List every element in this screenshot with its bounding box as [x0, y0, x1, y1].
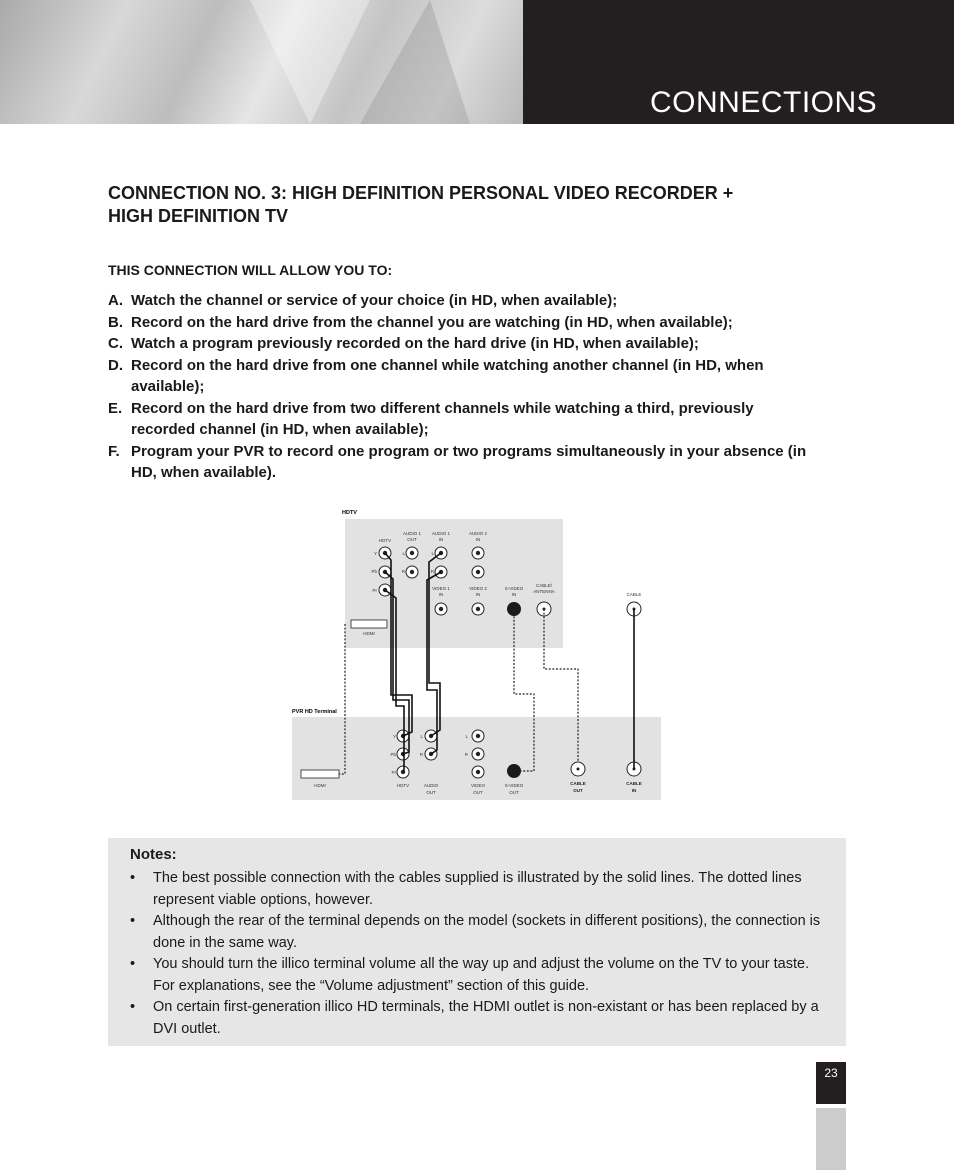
capability-list — [108, 290, 818, 484]
tv-r-label: R — [430, 569, 434, 574]
tv-l-label: L — [431, 551, 434, 556]
tv-svideo-in-label: S-VIDEO — [504, 586, 524, 591]
list-letter: C. — [108, 335, 123, 352]
list-text: Watch the channel or service of your choice (in HD, when available); — [131, 292, 618, 309]
tv-y-label: Y — [373, 551, 377, 556]
pvr-cable-out-label2: OUT — [573, 788, 583, 793]
pvr-hdmi-port — [301, 770, 339, 778]
note-item — [130, 868, 830, 911]
bullet-icon: • — [130, 999, 136, 1015]
tv-video2-in-label2: IN — [475, 592, 481, 597]
note-text: Although the rear of the terminal depends on the model (sockets in different positions), the connection is done in the same way. — [153, 913, 821, 951]
tv-svideo-in-label2: IN — [511, 592, 517, 597]
tv-l-label: L — [402, 551, 405, 556]
pvr-audio-out-label: AUDIO — [423, 783, 439, 788]
list-item — [108, 312, 818, 334]
hdtv-label: HDTV — [342, 510, 357, 516]
tv-video1-in-label: VIDEO 1 — [432, 586, 450, 591]
list-text: Watch a program previously recorded on the hard drive (in HD, when available); — [131, 335, 699, 352]
bullet-icon: • — [130, 870, 136, 886]
pvr-svideo-out-jack — [507, 764, 521, 778]
list-text: Program your PVR to record one program or two programs simultaneously in your absence (in HD, when available). — [131, 442, 807, 481]
list-letter: E. — [108, 399, 123, 417]
tv-hdtv-label: HDTV — [378, 538, 392, 543]
pvr-video-l-label: L — [465, 734, 468, 739]
tv-audio1-in-label: AUDIO 1 — [431, 531, 451, 536]
tv-audio1-out-label2: OUT — [407, 537, 417, 542]
list-text: Record on the hard drive from one channel while watching another channel (in HD, when available); — [131, 356, 764, 395]
list-item — [108, 441, 818, 484]
pvr-svideo-out-label: S-VIDEO — [504, 783, 524, 788]
tv-hdmi-label: HDMI — [363, 631, 375, 636]
page-number: 23 — [816, 1062, 846, 1104]
tv-r-label: R — [401, 569, 405, 574]
tv-audio2-in-label: AUDIO 2 — [468, 531, 488, 536]
bullet-icon: • — [130, 913, 136, 929]
pvr-video-out-label2: OUT — [473, 790, 483, 795]
section-title — [108, 182, 788, 228]
list-letter: B. — [108, 313, 123, 331]
header-photo — [0, 0, 523, 124]
tv-video2-in-label: VIDEO 2 — [469, 586, 487, 591]
pvr-pb-label: Pb — [390, 752, 396, 757]
intro-text: THIS CONNECTION WILL ALLOW YOU TO: — [108, 262, 393, 278]
pvr-y-label: Y — [392, 734, 396, 739]
pvr-l-label: L — [420, 734, 423, 739]
tv-cable-antenna-label: CABLE/ — [535, 583, 553, 588]
pvr-hdmi-label: HDMI — [314, 783, 326, 788]
note-item — [130, 997, 830, 1040]
pvr-video-r-label: R — [464, 752, 468, 757]
pvr-pr-label: Pr — [391, 770, 396, 775]
header-photo-shadow — [360, 0, 470, 124]
note-text: On certain first-generation illico HD terminals, the HDMI outlet is non-existant or has been replaced by a DVI outlet. — [153, 999, 819, 1037]
tv-pb-label: Pb — [371, 569, 377, 574]
list-letter: A. — [108, 292, 123, 309]
header-photo-highlight — [250, 0, 370, 124]
connection-diagram — [285, 505, 665, 805]
cable-label: CABLE — [626, 592, 642, 597]
note-text: The best possible connection with the cables supplied is illustrated by the solid lines. The dotted lines represent viable options, however. — [153, 870, 802, 908]
pvr-video-out-label: VIDEO — [470, 783, 486, 788]
tv-cable-antenna-label2: ANTENNA — [533, 589, 555, 594]
pvr-audio-out-label2: OUT — [426, 790, 436, 795]
note-item — [130, 911, 830, 954]
notes-title: Notes: — [130, 846, 177, 863]
list-letter: F. — [108, 442, 120, 460]
note-text: You should turn the illico terminal volume all the way up and adjust the volume on the TV to your taste. For explanations, see the “Volume adjustment” section of this guide. — [153, 956, 810, 994]
pvr-hdtv-label: HDTV — [396, 783, 410, 788]
pvr-r-label: R — [419, 752, 423, 757]
list-text: Record on the hard drive from two different channels while watching a third, previously recorded channel (in HD, when available); — [131, 399, 754, 438]
list-item — [108, 355, 818, 398]
tv-audio1-in-label2: IN — [438, 537, 444, 542]
tv-pr-label: Pr — [372, 588, 377, 593]
section-title-line2: HIGH DEFINITION TV — [108, 206, 288, 226]
tv-video1-in-label2: IN — [438, 592, 444, 597]
list-text: Record on the hard drive from the channel you are watching (in HD, when available); — [131, 313, 733, 331]
pvr-cable-out-label: CABLE — [570, 781, 586, 786]
list-item — [108, 398, 818, 441]
pvr-svideo-out-label2: OUT — [509, 790, 519, 795]
tv-hdmi-port — [351, 620, 387, 628]
list-item — [108, 290, 818, 312]
notes-box — [108, 838, 846, 1046]
page-tab — [816, 1108, 846, 1170]
note-item — [130, 954, 830, 997]
list-item — [108, 333, 818, 355]
pvr-cable-in-label2: IN — [631, 788, 637, 793]
notes-list — [130, 868, 830, 1040]
pvr-label: PVR HD Terminal — [292, 709, 337, 715]
bullet-icon: • — [130, 956, 136, 972]
pvr-cable-in-label: CABLE — [626, 781, 642, 786]
list-letter: D. — [108, 356, 123, 374]
tv-audio1-out-label: AUDIO 1 — [402, 531, 422, 536]
tv-audio2-in-label2: IN — [475, 537, 481, 542]
page-title: CONNECTIONS — [650, 86, 878, 119]
section-title-line1: CONNECTION NO. 3: HIGH DEFINITION PERSONAL VIDEO RECORDER + — [108, 183, 734, 203]
tv-panel — [345, 519, 563, 648]
